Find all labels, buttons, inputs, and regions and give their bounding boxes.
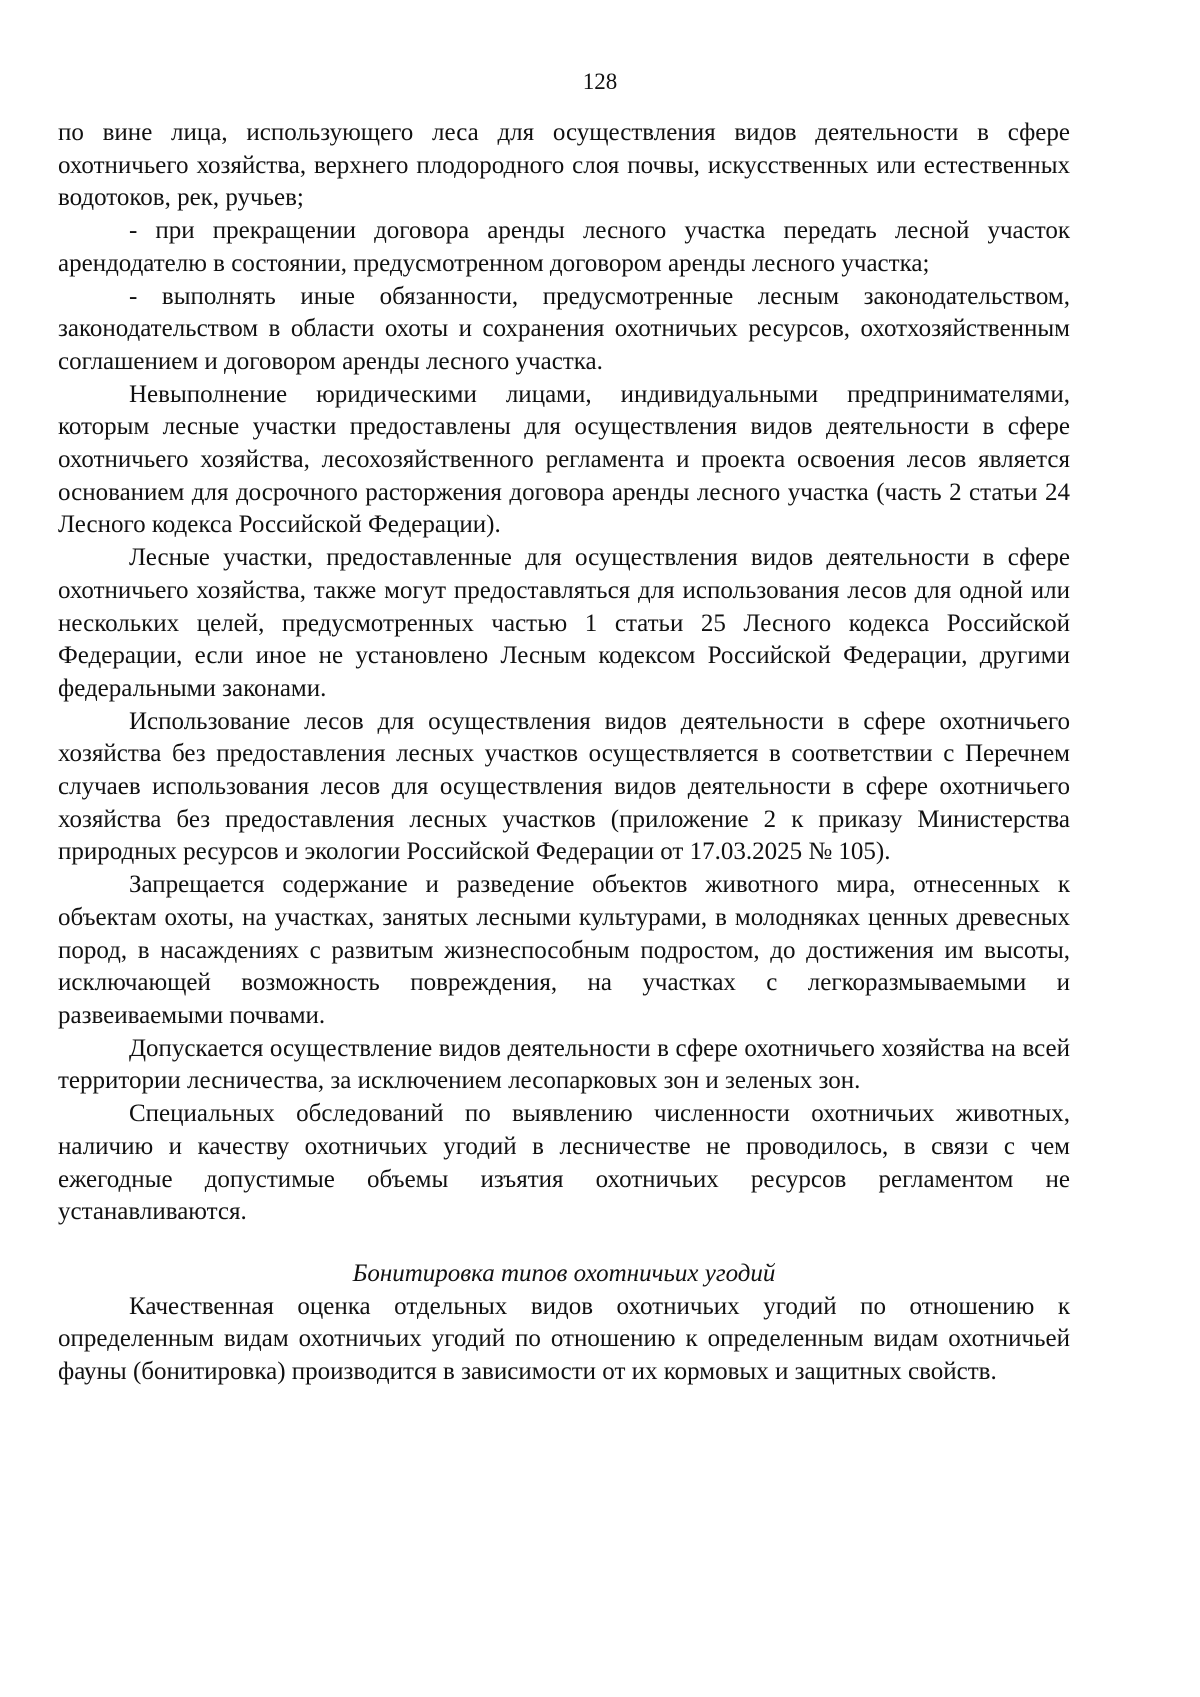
page-number: 128 [582,69,618,94]
paragraph-use-without-plots: Использование лесов для осуществления видов деятельности в сфере охотничьего хозяйства без предоставления лесных участков осуществляется в соответствии с Перечнем случаев использования лесов для осуществления видов деятельности в сфере охотничьего хозяйства без предоставления лесных участков (приложение 2 к приказу Министерства природных ресурсов и экологии Российской Федерации от 17.03.2025 № 105). [58,707,1070,866]
section-title: Бонитировка типов охотничьих угодий [352,1259,776,1287]
list-item-return-land-plot: - при прекращении договора аренды лесного участка передать лесной участок арендодателю в состоянии, предусмотренном договором аренды лесного участка; [58,217,1070,277]
paragraph-surveys: Специальных обследований по выявлению численности охотничьих животных, наличию и качеству охотничьих угодий в лесничестве не проводилось, в связи с чем ежегодные допустимые объемы изъятия охотничьих ресурсов регламентом не устанавливаются. [58,1100,1070,1226]
document-body [58,117,1070,1389]
list-item-other-duties: - выполнять иные обязанности, предусмотренные лесным законодательством, законодательством в области охоты и сохранения охотничьих ресурсов, охотхозяйственным соглашением и договором аренды лесного участка. [58,282,1070,375]
paragraph-additional-use: Лесные участки, предоставленные для осуществления видов деятельности в сфере охотничьего хозяйства, также могут предоставляться для использования лесов для одной или нескольких целей, предусмотренных частью 1 статьи 25 Лесного кодекса Российской Федерации, если иное не установлено Лесным кодексом Российской Федерации, другими федеральными законами. [58,544,1070,702]
paragraph-prohibitions: Запрещается содержание и разведение объектов животного мира, отнесенных к объектам охоты, на участках, занятых лесными культурами, в молодняках ценных древесных пород, в насаждениях с развитым жизнеспособным подростом, до достижения им высоты, исключающей возможность повреждения, на участках с легкоразмываемыми и развеиваемыми почвами. [58,871,1070,1029]
paragraph-continuation: по вине лица, использующего леса для осуществления видов деятельности в сфере охотничьего хозяйства, верхнего плодородного слоя почвы, искусственных или естественных водотоков, рек, ручьев; [58,119,1070,212]
paragraph-contract-termination: Невыполнение юридическими лицами, индивидуальными предпринимателями, которым лесные участки предоставлены для осуществления видов деятельности в сфере охотничьего хозяйства, лесохозяйственного регламента и проекта освоения лесов является основанием для досрочного расторжения договора аренды лесного участка (часть 2 статьи 24 Лесного кодекса Российской Федерации). [58,380,1070,539]
paragraph-permitted-territory: Допускается осуществление видов деятельности в сфере охотничьего хозяйства на всей территории лесничества, за исключением лесопарковых зон и зеленых зон. [58,1034,1070,1095]
paragraph-bonitation: Качественная оценка отдельных видов охотничьих угодий по отношению к определенным видам охотничьих угодий по отношению к определенным видам охотничьей фауны (бонитировка) производится в зависимости от их кормовых и защитных свойств. [58,1292,1070,1386]
